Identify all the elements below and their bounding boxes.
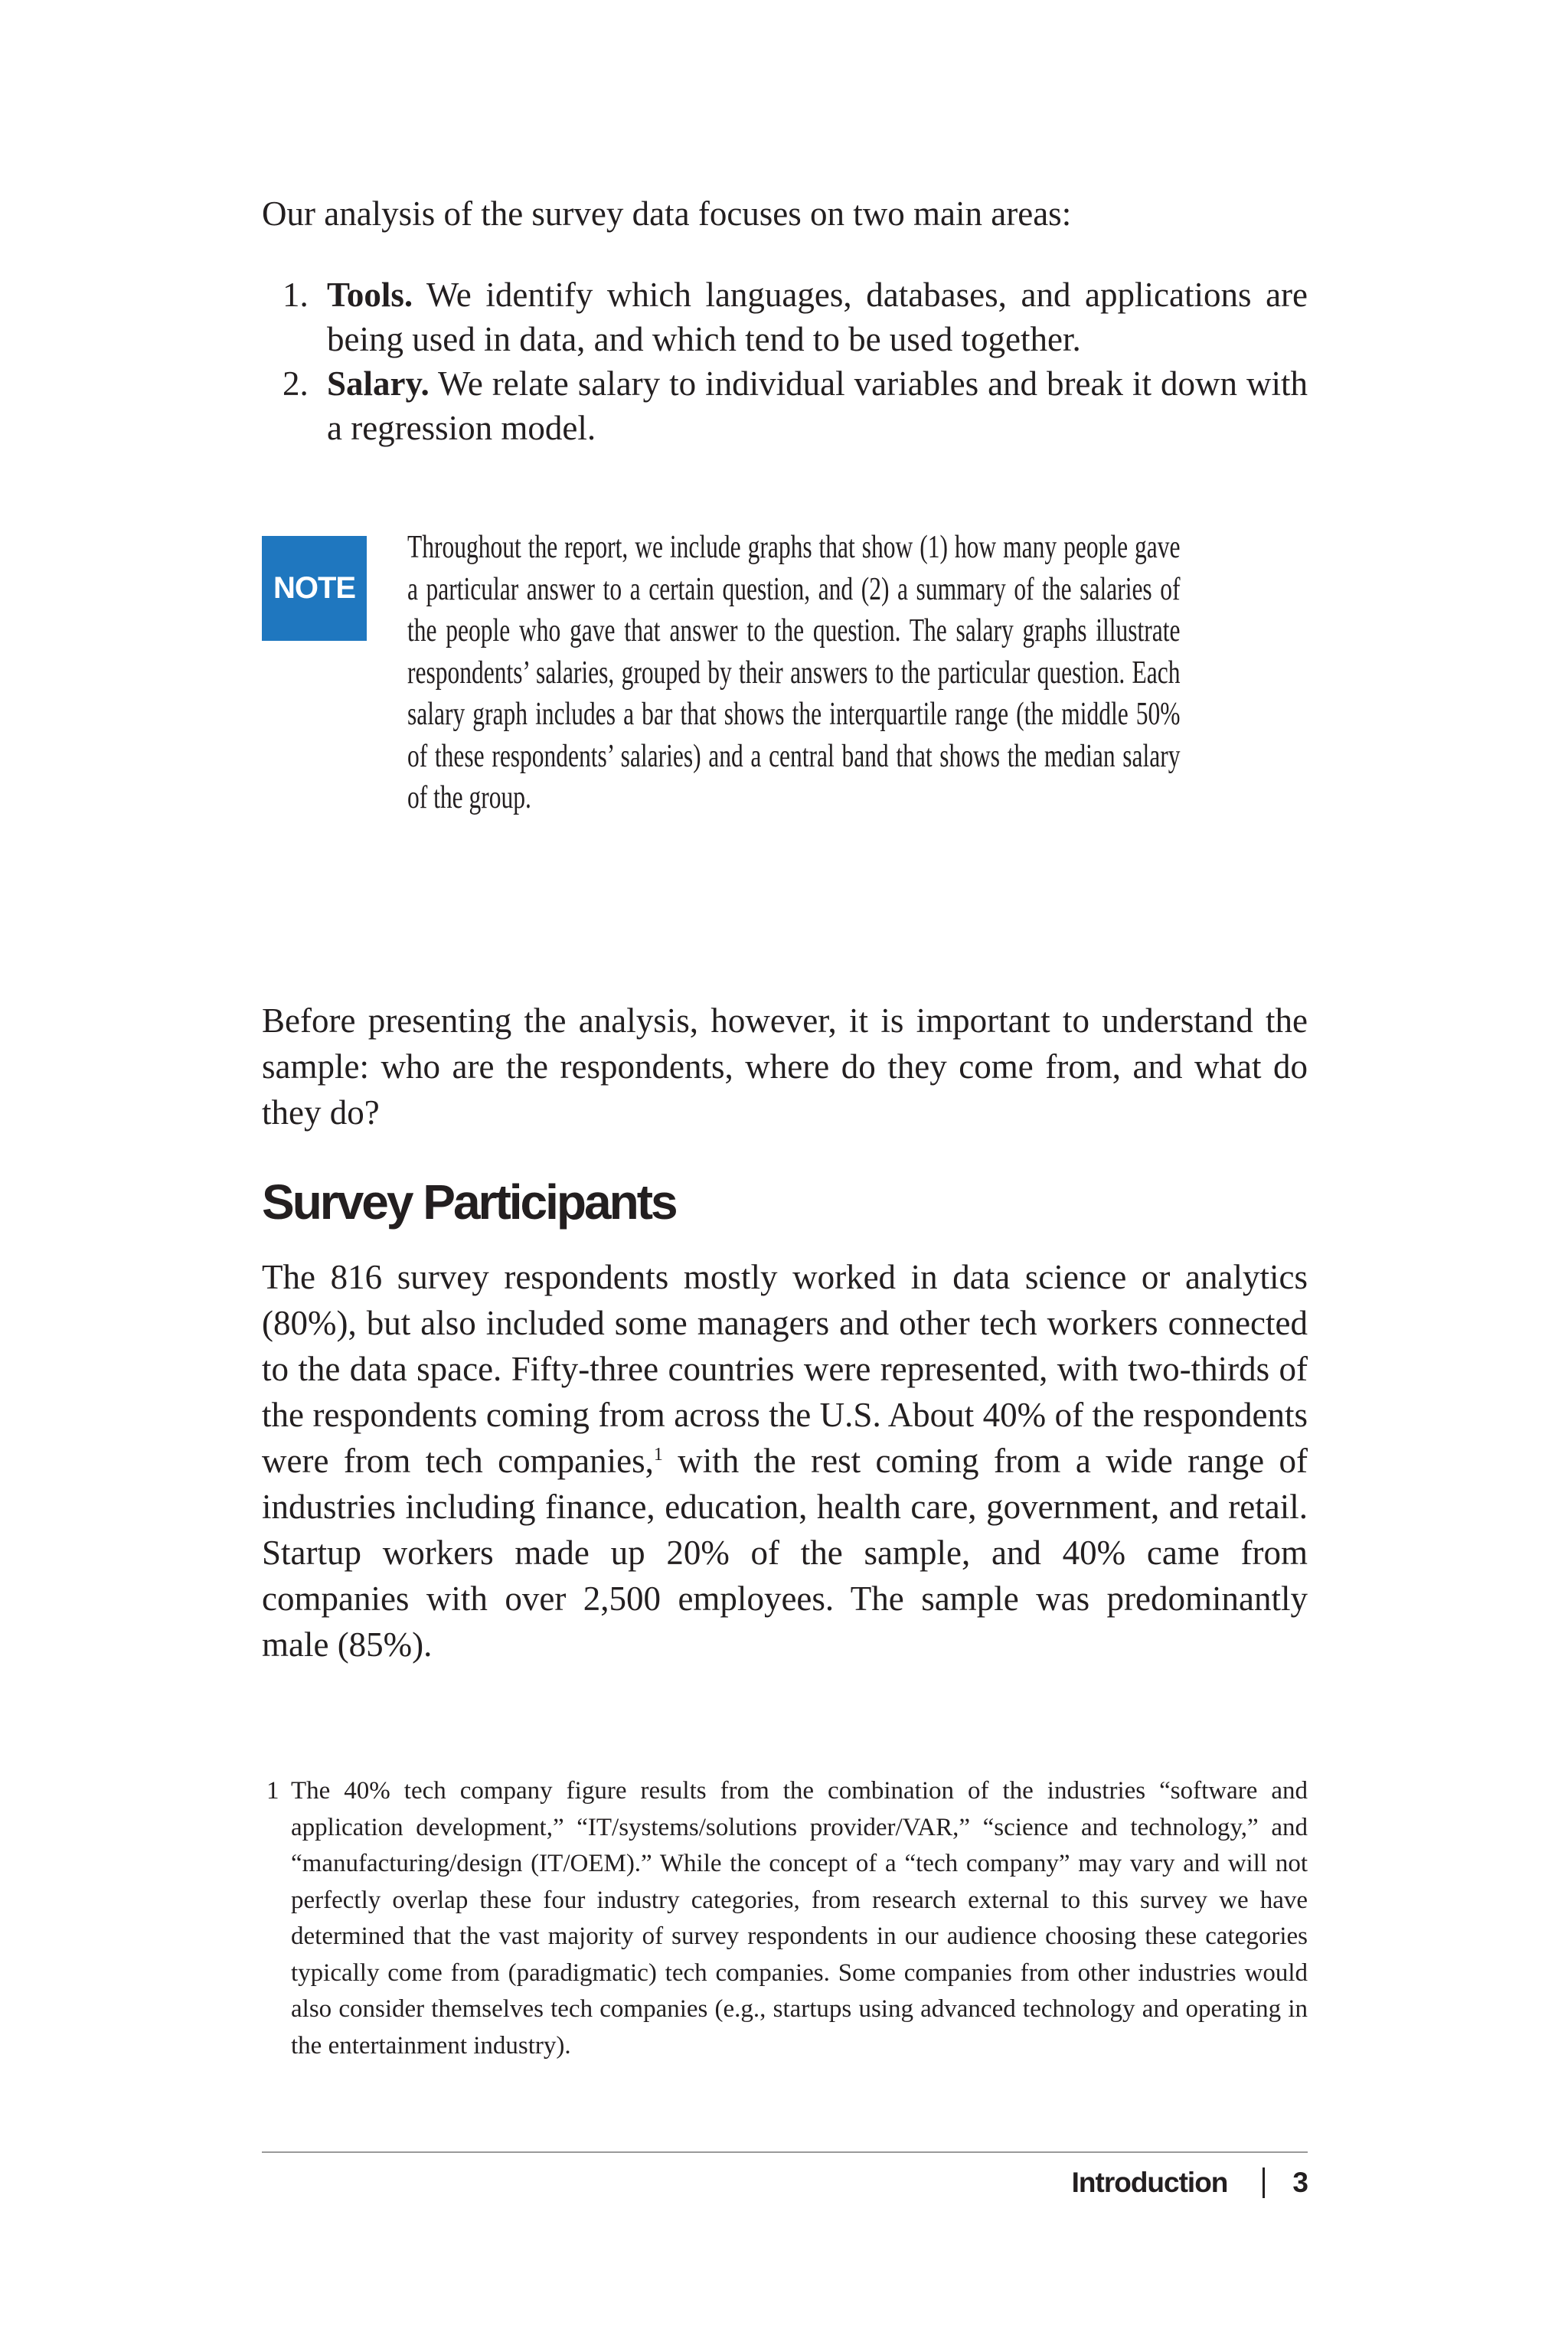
list-item-number: 1. [283,276,309,314]
footer-divider [262,2151,1308,2153]
list-item-text: We relate salary to individual variables and break it down with a regression model. [327,364,1308,447]
list-item [262,273,1308,361]
before-paragraph: Before presenting the analysis, however, it is important to understand the sample: who are the respondents, where do they come from, and what do they do? [262,1001,1308,1132]
footer-section-title: Introduction [1071,2167,1228,2198]
page-footer [1072,2164,1308,2202]
paragraph-text-part: with the rest coming from a wide range of industries including finance, education, health care, government, and retail. Startup workers made up 20% of the sample, and 40% came from companies with over 2,500 employees. The sample was predominantly male (85%). [262,1442,1308,1664]
intro-paragraph: Our analysis of the survey data focuses on two main areas: [262,194,1072,233]
list-item-text: We identify which languages, databases, and applications are being used in data, and which tend to be used together. [327,276,1308,358]
list-item [262,361,1308,450]
footnote [262,1773,1308,2064]
note-text: Throughout the report, we include graphs that show (1) how many people gave a particular answer to a certain question, and (2) a summary of the salaries of the people who gave that answer to the question. The salary graphs illustrate respondents’ salaries, grouped by their answers to the particular question. Each salary graph includes a bar that shows the interquartile range (the middle 50% of these respondents’ salaries) and a central band that shows the median salary of the group. [407,530,1181,815]
list-item-term: Salary. [327,364,430,403]
footnote-text: The 40% tech company figure results from the combination of the industries “software and application development,” “IT/systems/solutions provider/VAR,” “science and technology,” and “manufacturing/design (IT/OEM).” While the concept of a “tech company” may vary and will not perfectly overlap these four industry categories, from research external to this survey we have determined that the vast majority of survey respondents in our audience choosing these categories typically come from (paradigmatic) tech companies. Some companies from other industries would also consider themselves tech companies (e.g., startups using advanced technology and operating in the entertainment industry). [291,1777,1308,2060]
page [262,0,1308,2352]
survey-participants-paragraph [262,1254,1308,1668]
footnote-number: 1 [266,1777,279,1805]
section-title: Survey Participants [262,1174,676,1230]
list-item-term: Tools. [327,276,413,314]
paragraph-text-part: The 816 survey respondents mostly worked in data science or analytics (80%), but also included some managers and other tech workers connected to the data space. Fifty-three countries were represented, with two-thirds of the respondents coming from across the U.S. About 40% of the respondents were from tech companies, [262,1258,1308,1480]
note-badge: NOTE [262,536,367,641]
focus-areas-list [262,273,1308,450]
page-number: 3 [1292,2167,1308,2198]
footer-separator [1263,2167,1265,2198]
footnote-reference[interactable]: 1 [653,1445,663,1465]
list-item-number: 2. [283,364,309,403]
